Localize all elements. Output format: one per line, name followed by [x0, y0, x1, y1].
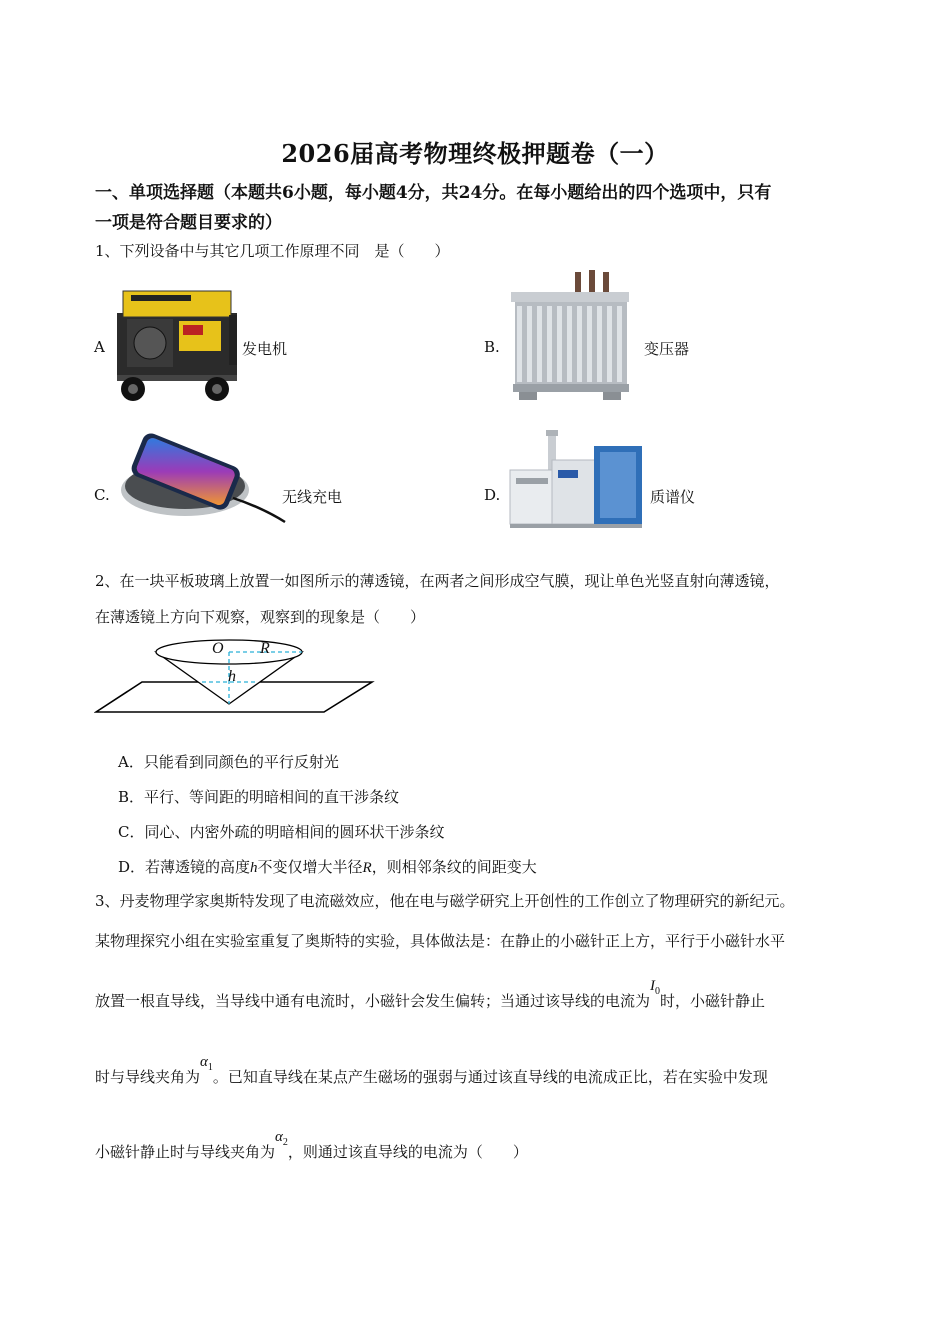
section-header: [95, 178, 875, 238]
q2-option-d-mid: 不变仅增大半径: [257, 858, 363, 876]
q1-option-c-caption: 无线充电: [282, 488, 343, 506]
transformer-image: [505, 268, 635, 403]
mass-spectrometer-image: [506, 430, 646, 530]
q2-option-d-pre: D．若薄透镜的高度: [118, 858, 251, 876]
q1-option-d-label: D.: [484, 486, 501, 504]
q1-option-b-label: B.: [484, 338, 500, 356]
q1-option-b-caption: 变压器: [644, 340, 690, 358]
q2-option-c: C．同心、内密外疏的明暗相间的圆环状干涉条纹: [118, 823, 445, 841]
q1-option-a-label: A: [94, 338, 105, 356]
q3-line3-pre: 放置一根直导线，当导线中通有电流时，小磁针会发生偏转；当通过该导线的电流为: [95, 992, 651, 1010]
generator-image: [113, 285, 241, 405]
label-r: R: [260, 640, 270, 657]
var-r: R: [362, 860, 372, 876]
lens-diagram: [94, 636, 376, 716]
var-h: h: [250, 860, 258, 876]
q2-option-a: A．只能看到同颜色的平行反射光: [118, 753, 339, 771]
q2-stem-line1: 2、在一块平板玻璃上放置一如图所示的薄透镜，在两者之间形成空气膜，现让单色光竖直射向薄透镜，: [95, 572, 780, 590]
q3-line3-post: 时，小磁针静止: [660, 992, 766, 1010]
symbol-alpha2: $\alpha_2$: [275, 1129, 288, 1148]
q3-line3: [95, 978, 766, 1019]
section-header-line1: 一、单项选择题（本题共6小题，每小题4分，共24分。在每小题给出的四个选项中，只有: [95, 183, 772, 203]
section-header-line2: 一项是符合题目要求的）: [95, 213, 282, 233]
q3-line1: 3、丹麦物理学家奥斯特发现了电流磁效应，他在电与磁学研究上开创性的工作创立了物理研究的新纪元。: [95, 892, 795, 910]
q3-line2: 某物理探究小组在实验室重复了奥斯特的实验，具体做法是：在静止的小磁针正上方，平行于小磁针水平: [95, 932, 786, 950]
q2-stem-line2: 在薄透镜上方向下观察，观察到的现象是（ ）: [95, 608, 426, 626]
symbol-alpha1: $\alpha_1$: [200, 1054, 213, 1073]
q3-line5-pre: 小磁针静止时与导线夹角为: [95, 1143, 276, 1161]
q1-option-c-label: C.: [94, 486, 110, 504]
q3-line4: [95, 1054, 768, 1095]
wireless-charger-image: [113, 428, 288, 524]
q2-option-b: B．平行、等间距的明暗相间的直干涉条纹: [118, 788, 400, 806]
q1-stem: 1、下列设备中与其它几项工作原理不同 是（ ）: [95, 242, 450, 260]
q3-line5-post: ，则通过该直导线的电流为（ ）: [287, 1143, 528, 1161]
symbol-i0: $I_0$: [650, 978, 661, 997]
label-o: O: [212, 640, 224, 657]
q2-option-d-post: ，则相邻条纹的间距变大: [371, 858, 537, 876]
q1-option-a-caption: 发电机: [242, 340, 288, 358]
label-h: h: [228, 668, 236, 685]
q3-line5: [95, 1129, 528, 1170]
q3-line4-pre: 时与导线夹角为: [95, 1068, 201, 1086]
q2-option-d: [118, 856, 537, 879]
q1-option-d-caption: 质谱仪: [650, 488, 696, 506]
page-title: 2026届高考物理终极押题卷（一）: [281, 139, 669, 168]
q3-line4-post: 。已知直导线在某点产生磁场的强弱与通过该直导线的电流成正比，若在实验中发现: [212, 1068, 768, 1086]
